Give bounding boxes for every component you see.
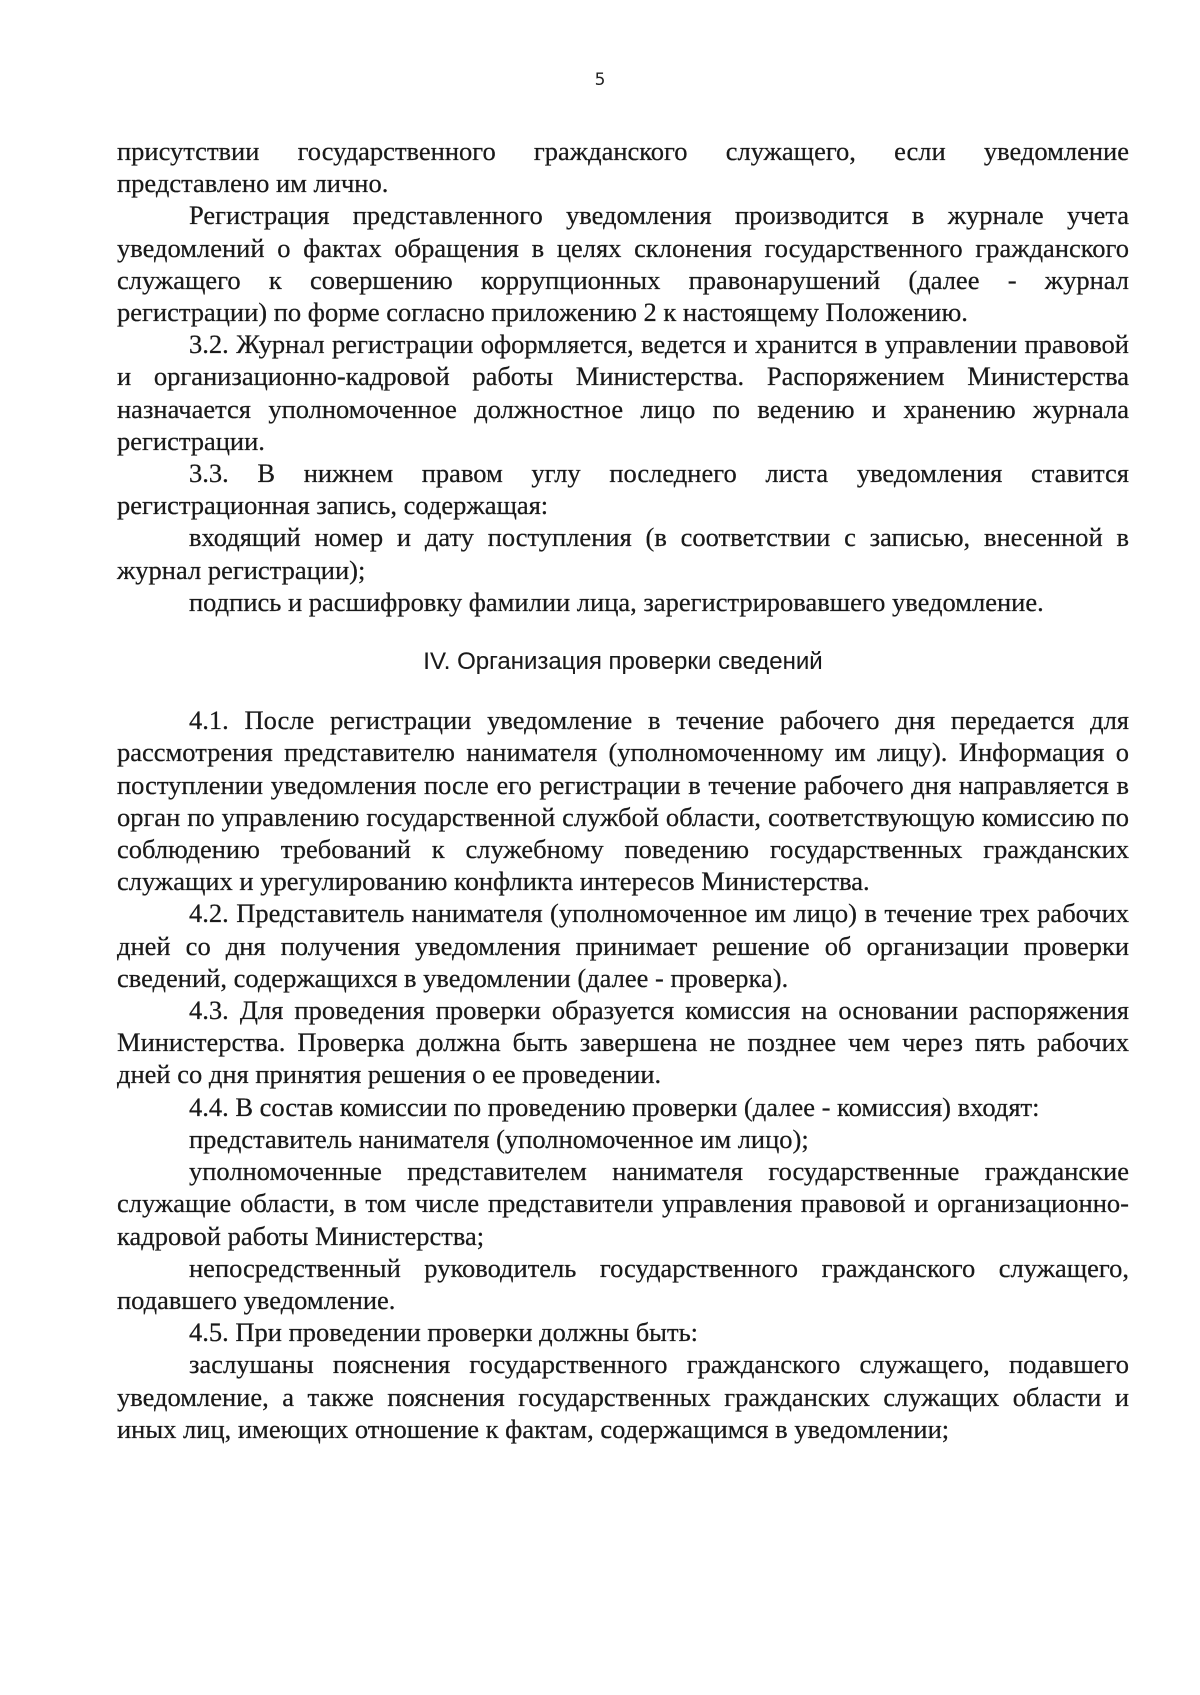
paragraph-continuation: присутствии государственного гражданского служащего, если уведомление представлено им лично. (117, 136, 1129, 199)
section-heading: IV. Организация проверки сведений (423, 648, 823, 676)
paragraph-registration: Регистрация представленного уведомления производится в журнале учета уведомлений о фактах обращения в целях склонения государственного гражданского служащего к совершению коррупционных правонарушений (далее - журнал регистрации) по форме согласно приложению 2 к настоящему Положению. (117, 200, 1129, 328)
paragraph-3-2: 3.2. Журнал регистрации оформляется, ведется и хранится в управлении правовой и организационно-кадровой работы Министерства. Распоряжением Министерства назначается уполномоченное должностное лицо по ведению и хранению журнала регистрации. (117, 329, 1129, 456)
document-body (117, 135, 1129, 1445)
paragraph-3-3: 3.3. В нижнем правом углу последнего листа уведомления ставится регистрационная запись, содержащая: (117, 458, 1129, 521)
paragraph-4-2: 4.2. Представитель нанимателя (уполномоченное им лицо) в течение трех рабочих дней со дня получения уведомления принимает решение об организации проверки сведений, содержащихся в уведомлении (далее - проверка). (117, 898, 1129, 993)
list-item-employer-representative: представитель нанимателя (уполномоченное им лицо); (189, 1123, 809, 1154)
list-item-explanations: заслушаны пояснения государственного гражданского служащего, подавшего уведомление, а также пояснения государственных гражданских служащих области и иных лиц, имеющих отношение к фактам, содержащимся в уведомлении; (117, 1349, 1129, 1444)
list-item-direct-supervisor: непосредственный руководитель государственного гражданского служащего, подавшего уведомление. (117, 1252, 1129, 1315)
page-number: 5 (594, 70, 606, 90)
paragraph-4-5: 4.5. При проведении проверки должны быть: (189, 1317, 699, 1348)
list-item-authorized-servants: уполномоченные представителем нанимателя государственные гражданские служащие области, в том числе представители управления правовой и организационно-кадровой работы Министерства; (117, 1156, 1129, 1251)
paragraph-4-1: 4.1. После регистрации уведомление в течение рабочего дня передается для рассмотрения представителю нанимателя (уполномоченному им лицу). Информация о поступлении уведомления после его регистрации в течение рабочего дня направляется в орган по управлению государственной службой области, соответствующую комиссию по соблюдению требований к служебному поведению государственных гражданских служащих и урегулированию конфликта интересов Министерства. (117, 705, 1129, 897)
paragraph-4-4: 4.4. В состав комиссии по проведению проверки (далее - комиссия) входят: (189, 1091, 1040, 1122)
paragraph-4-3: 4.3. Для проведения проверки образуется комиссия на основании распоряжения Министерства. Проверка должна быть завершена не позднее чем через пять рабочих дней со дня принятия решения о ее проведении. (117, 995, 1129, 1090)
list-item-signature: подпись и расшифровку фамилии лица, зарегистрировавшего уведомление. (189, 586, 1044, 617)
list-item-incoming-number: входящий номер и дату поступления (в соответствии с записью, внесенной в журнал регистрации); (117, 522, 1129, 585)
